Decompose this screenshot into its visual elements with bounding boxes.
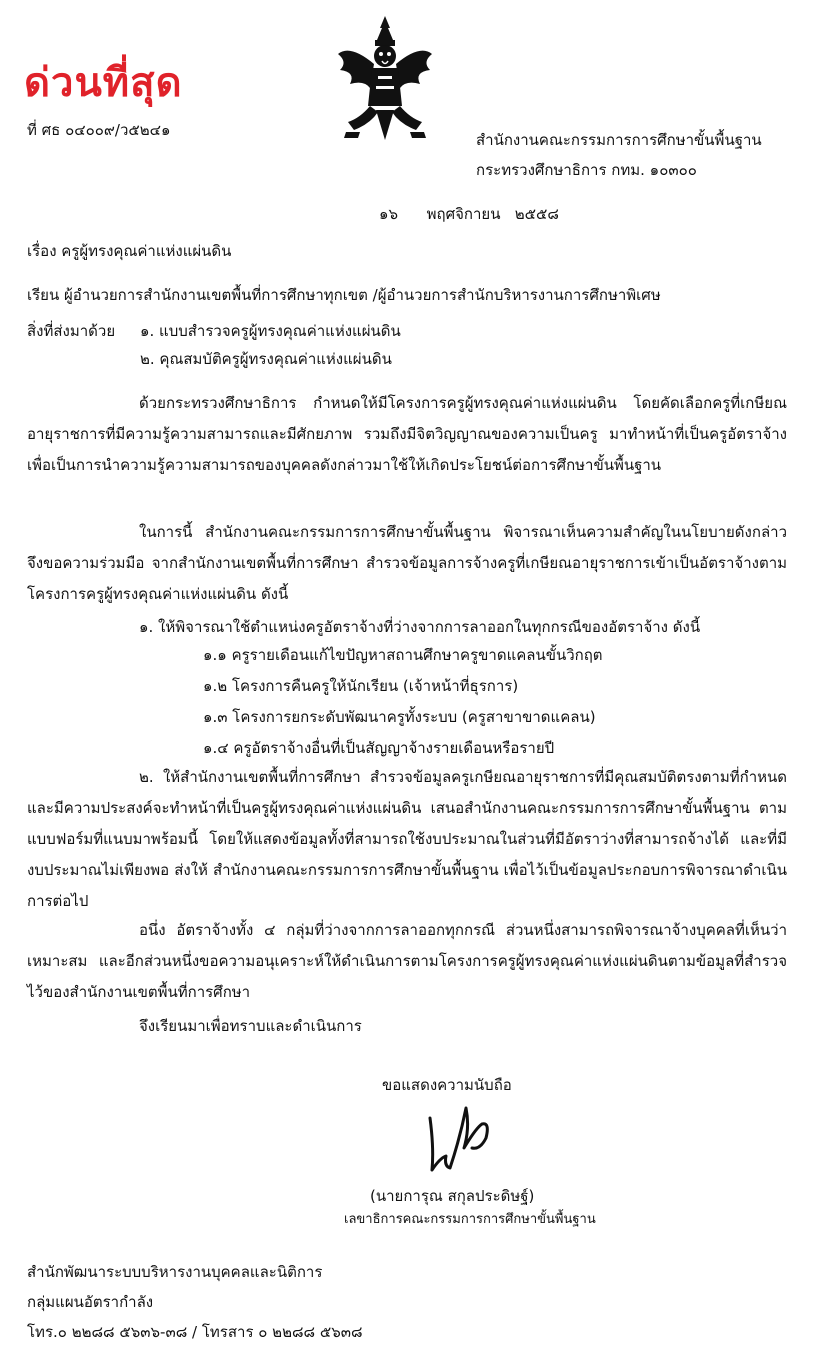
closing-request: จึงเรียนมาเพื่อทราบและดำเนินการ [139,1017,362,1035]
handwritten-signature-icon [420,1098,500,1178]
signatory-position: เลขาธิการคณะกรรมการการศึกษาขั้นพื้นฐาน [344,1212,596,1227]
urgency-stamp: ด่วนที่สุด [24,60,183,106]
signatory-name: (นายการุณ สกุลประดิษฐ์) [370,1187,535,1205]
reference-number: ที่ ศธ ๐๔๐๐๙/ว๕๒๔๑ [27,121,171,139]
footer-office: สำนักพัฒนาระบบบริหารงานบุคคลและนิติการ [27,1263,323,1281]
sender-org: สำนักงานคณะกรรมการการศึกษาขั้นพื้นฐาน [476,131,762,149]
list-item: ๑.๒ โครงการคืนครูให้นักเรียน (เจ้าหน้าที่ธุรการ) [203,677,519,695]
sender-address: กระทรวงศึกษาธิการ กทม. ๑๐๓๐๐ [476,161,697,179]
enclosure-item: ๒. คุณสมบัติครูผู้ทรงคุณค่าแห่งแผ่นดิน [140,350,392,368]
list-item: ๑. ให้พิจารณาใช้ตำแหน่งครูอัตราจ้างที่ว่างจากการลาออกในทุกกรณีของอัตราจ้าง ดังนี้ [139,618,701,636]
list-item: ๑.๑ ครูรายเดือนแก้ไขปัญหาสถานศึกษาครูขาดแคลนขั้นวิกฤต [203,646,603,664]
footer-group: กลุ่มแผนอัตรากำลัง [27,1293,154,1311]
list-item: ๑.๔ ครูอัตราจ้างอื่นที่เป็นสัญญาจ้างรายเดือนหรือรายปี [203,739,555,757]
subject-line: เรื่อง ครูผู้ทรงคุณค่าแห่งแผ่นดิน [27,242,232,260]
paragraph-item-2: ๒. ให้สำนักงานเขตพื้นที่การศึกษา สำรวจข้อมูลครูเกษียณอายุราชการที่มีคุณสมบัติตรงตามที่กำหนดและมีความประสงค์จะทำหน้าที่เป็นครูผู้ทรงคุณค่าแห่งแผ่นดิน เสนอสำนักงานคณะกรรมการการศึกษาขั้นพื้นฐาน ตามแบบฟอร์มที่แนบมาพร้อมนี้ โดยให้แสดงข้อมูลทั้งที่สามารถใช้งบประมาณในส่วนที่มีอัตราว่างที่สามารถจ้างได้ และที่มีงบประมาณไม่เพียงพอ ส่งให้ สำนักงานคณะกรรมการการศึกษาขั้นพื้นฐาน เพื่อไว้เป็นข้อมูลประกอบการพิจารณาดำเนินการต่อไป [27,768,787,910]
enclosure-label: สิ่งที่ส่งมาด้วย [27,322,116,340]
footer-contact: โทร.๐ ๒๒๘๘ ๕๖๓๖-๓๘ / โทรสาร ๐ ๒๒๘๘ ๕๖๓๘ [27,1323,363,1341]
signature-closing: ขอแสดงความนับถือ [382,1076,512,1094]
garuda-emblem-icon [330,14,440,144]
list-item: ๑.๓ โครงการยกระดับพัฒนาครูทั้งระบบ (ครูสาขาขาดแคลน) [203,708,596,726]
paragraph-request: ในการนี้ สำนักงานคณะกรรมการการศึกษาขั้นพื้นฐาน พิจารณาเห็นความสำคัญในนโยบายดังกล่าว จึงขอความร่วมมือ จากสำนักงานเขตพื้นที่การศึกษา สำรวจข้อมูลการจ้างครูที่เกษียณอายุราชการเข้าเป็นอัตราจ้างตามโครงการครูผู้ทรงคุณค่าแห่งแผ่นดิน ดังนี้ [27,523,787,603]
letter-date: ๑๖ พฤศจิกายน ๒๕๕๘ [379,205,559,223]
paragraph-intro: ด้วยกระทรวงศึกษาธิการ กำหนดให้มีโครงการครูผู้ทรงคุณค่าแห่งแผ่นดิน โดยคัดเลือกครูที่เกษียณอายุราชการที่มีความรู้ความสามารถและมีศักยภาพ รวมถึงมีจิตวิญญาณของความเป็นครู มาทำหน้าที่เป็นครูอัตราจ้าง เพื่อเป็นการนำความรู้ความสามารถของบุคคลดังกล่าวมาใช้ให้เกิดประโยชน์ต่อการศึกษาขั้นพื้นฐาน [27,394,787,474]
paragraph-note: อนึ่ง อัตราจ้างทั้ง ๔ กลุ่มที่ว่างจากการลาออกทุกกรณี ส่วนหนึ่งสามารถพิจารณาจ้างบุคคลที่เห็นว่าเหมาะสม และอีกส่วนหนึ่งขอความอนุเคราะห์ให้ดำเนินการตามโครงการครูผู้ทรงคุณค่าแห่งแผ่นดินตามข้อมูลที่สำรวจไว้ของสำนักงานเขตพื้นที่การศึกษา [27,921,787,1001]
enclosure-item: ๑. แบบสำรวจครูผู้ทรงคุณค่าแห่งแผ่นดิน [140,322,401,340]
recipient-line: เรียน ผู้อำนวยการสำนักงานเขตพื้นที่การศึกษาทุกเขต /ผู้อำนวยการสำนักบริหารงานการศึกษาพิเศษ [27,286,661,304]
